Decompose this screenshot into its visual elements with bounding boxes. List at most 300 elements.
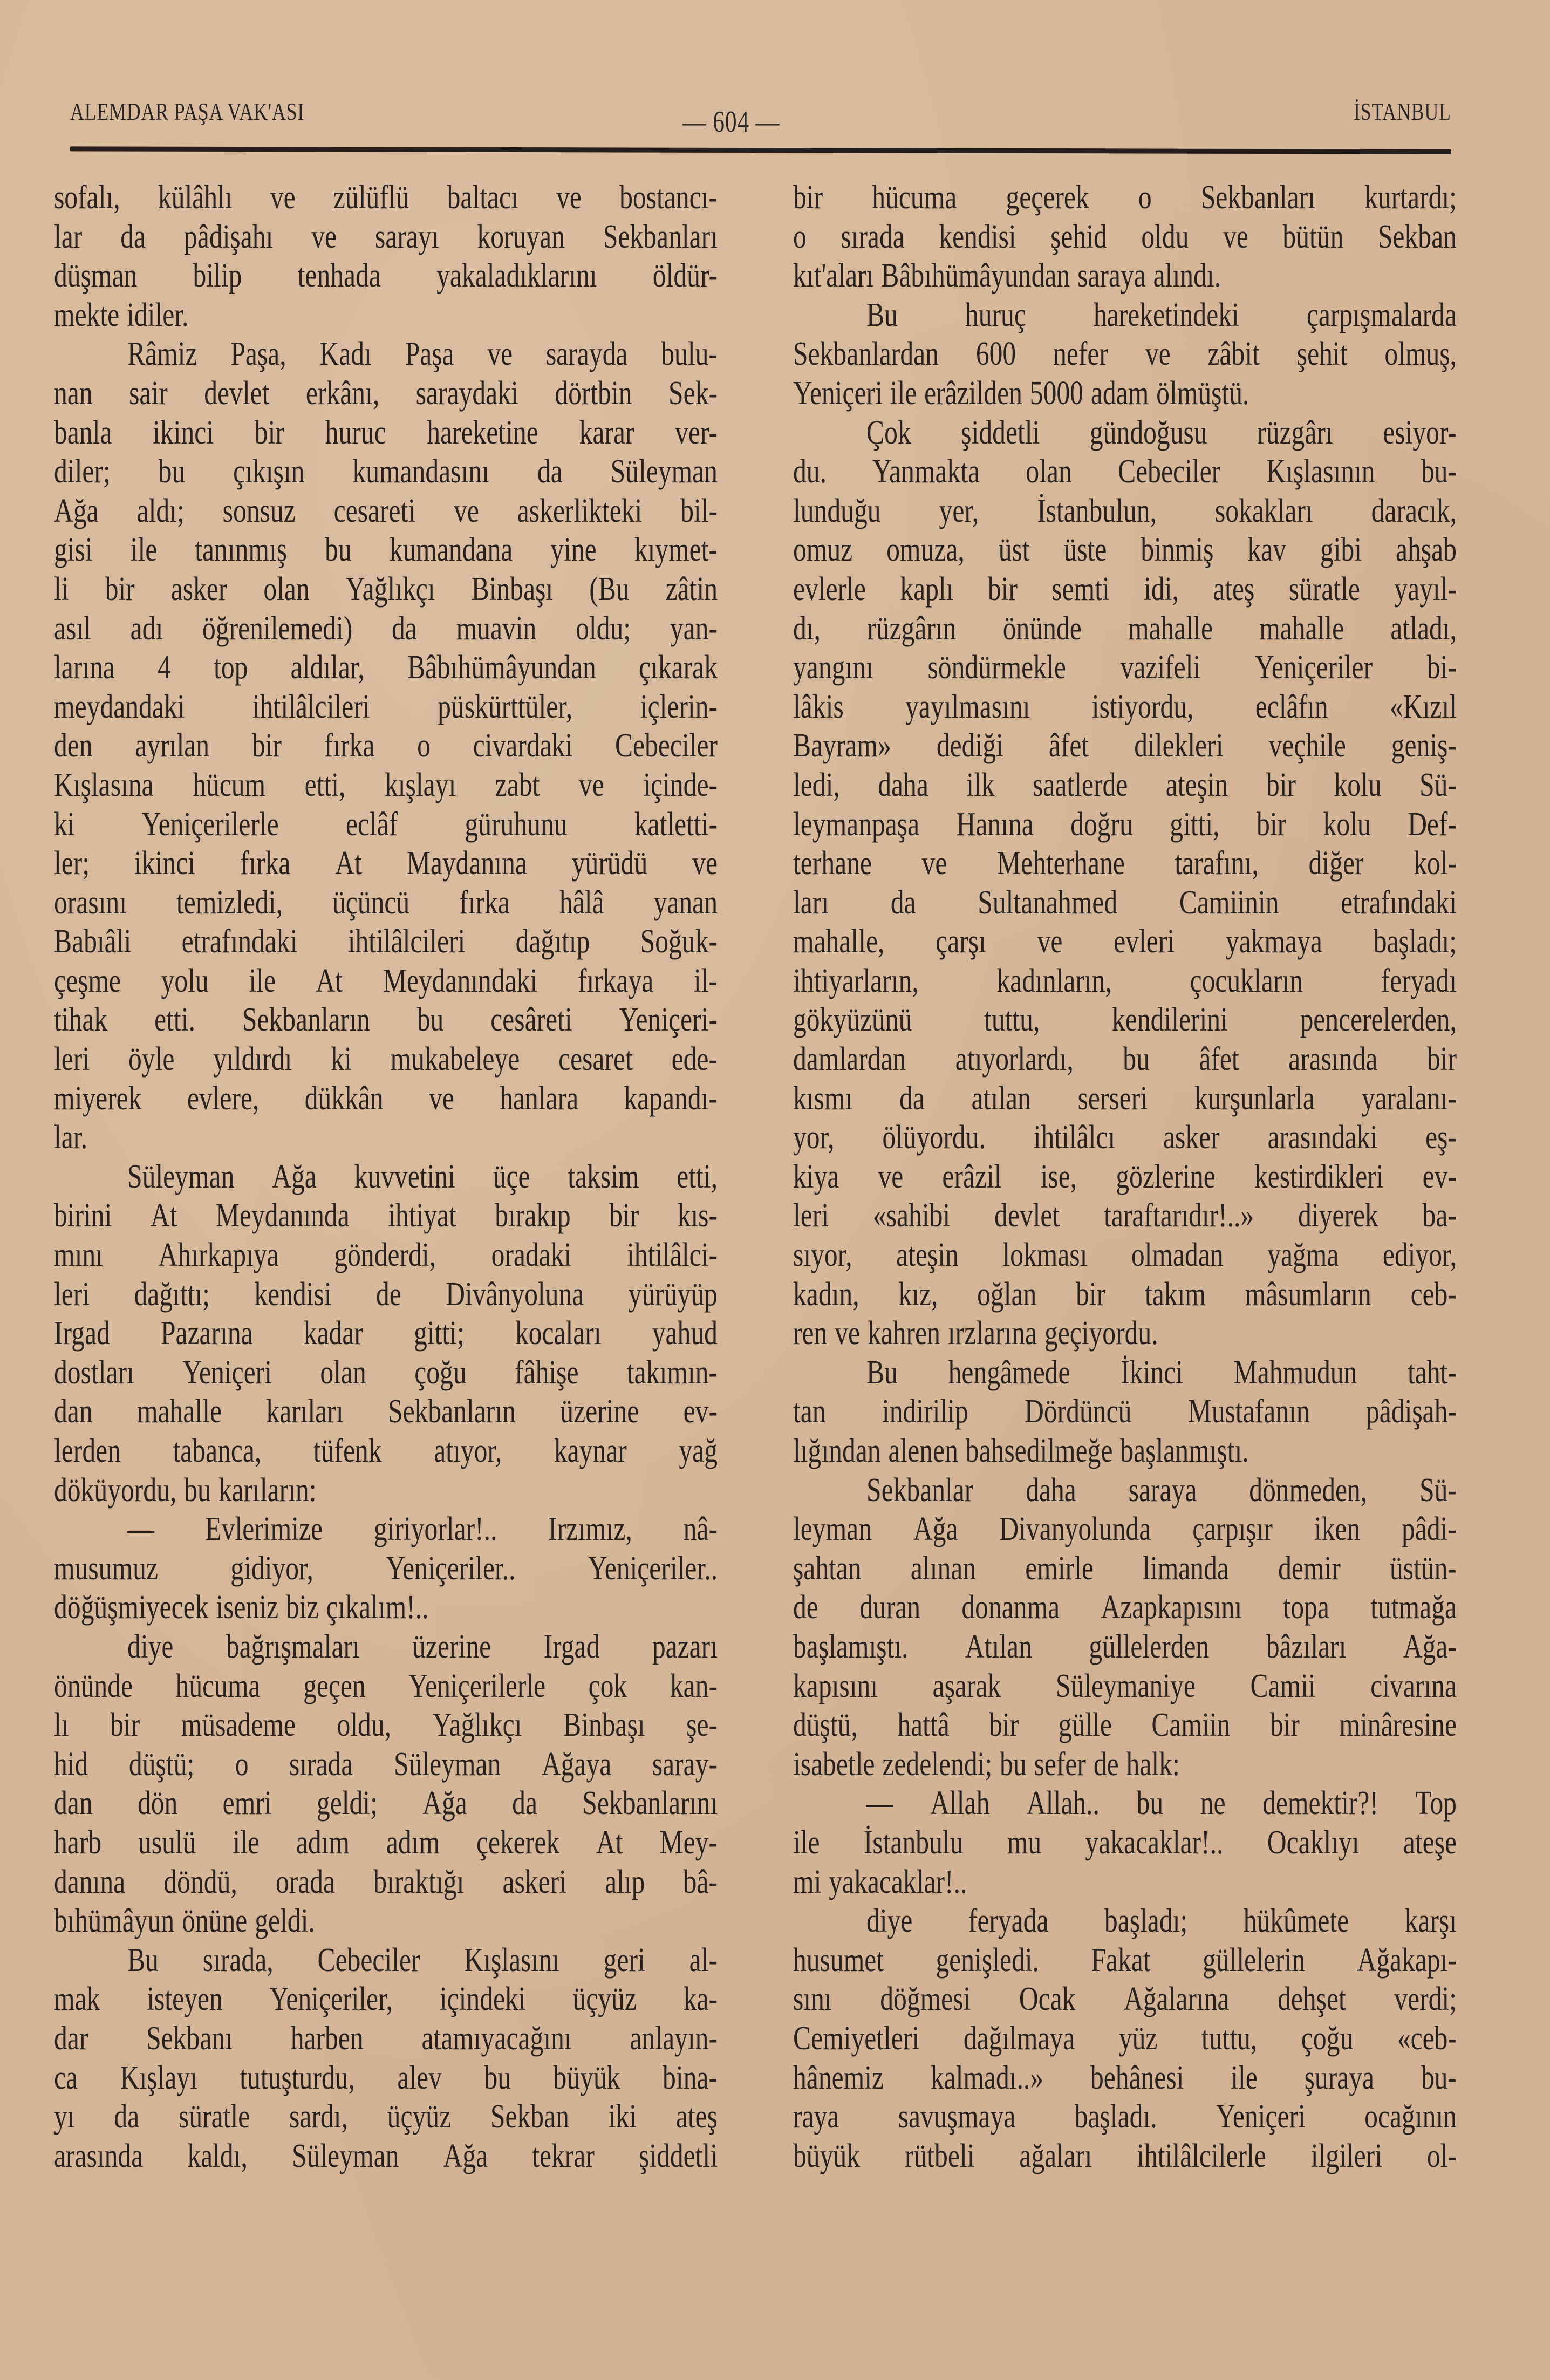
word: âfet [1199, 1041, 1239, 1078]
text-line [54, 1157, 718, 1197]
word: bir [1257, 806, 1287, 843]
word: tuttu, [1201, 2020, 1258, 2057]
word: ol- [1426, 2137, 1457, 2174]
word: dehşet [1278, 1981, 1346, 2018]
word: bir [110, 1707, 140, 1744]
word: Râmiz [127, 336, 197, 373]
word: Mahmudun [1233, 1354, 1357, 1391]
word: mak [54, 1981, 100, 2018]
word: mahalle [1128, 610, 1213, 647]
text-line [54, 2058, 718, 2098]
word: ve [556, 179, 582, 216]
word: nan [54, 374, 93, 412]
word: ihtilâlcileri [347, 923, 466, 960]
word: donanma [961, 1589, 1060, 1626]
word: bi- [1426, 649, 1457, 686]
text-line [54, 178, 718, 217]
word: veçhile [1268, 727, 1346, 765]
word: dağıttı; [134, 1276, 210, 1313]
word: alınan [910, 1550, 977, 1587]
word: Azapkapısını [1101, 1589, 1242, 1626]
word: üste [1063, 531, 1107, 569]
word: bu [1123, 1041, 1150, 1078]
word: Yanmakta [872, 453, 980, 490]
word: Meydanındaki [383, 962, 538, 999]
word: geçerek [1006, 179, 1089, 216]
word: bir [1269, 1707, 1300, 1744]
word: dörtbin [555, 374, 632, 412]
text-line [54, 726, 718, 766]
word: hattâ [897, 1707, 950, 1744]
text-line [793, 1392, 1457, 1431]
word: Çok [866, 414, 911, 451]
word: kaldı, [187, 2137, 248, 2174]
word: ver- [675, 414, 718, 451]
word: — [127, 1511, 154, 1548]
word: güllelerin [1202, 1941, 1306, 1979]
word: dan [54, 1785, 93, 1822]
word: ve [1223, 218, 1248, 255]
word: yakmaya [1225, 923, 1322, 960]
word: çarşı [936, 923, 986, 960]
text-line [793, 1236, 1457, 1275]
word: rütbeli [904, 2137, 975, 2174]
word: Yeniçeriler [1255, 649, 1373, 686]
text-line [793, 1745, 1457, 1784]
word: başlamıştı. [793, 1628, 909, 1665]
text-line [54, 1510, 718, 1549]
word: kumandana [389, 531, 513, 569]
word: bıraktığı [373, 1863, 465, 1900]
text-line [793, 1627, 1457, 1667]
word: rüzgârın [867, 610, 957, 647]
word: Sekbanları [603, 218, 718, 255]
word: ahşab [1396, 531, 1457, 569]
word: birini [54, 1197, 112, 1235]
word: bu [184, 1471, 211, 1509]
word: Kadı [319, 336, 372, 373]
word: önüne [182, 1902, 248, 1940]
word: ba- [1422, 1197, 1457, 1235]
word: bu [1000, 1745, 1027, 1783]
word: Kışlasının [1266, 453, 1375, 490]
word: aldı; [136, 492, 185, 529]
word: oradaki [491, 1237, 572, 1274]
word: bir [254, 414, 284, 451]
word: erâzil [942, 1158, 1002, 1195]
text-line [54, 883, 718, 923]
word: mahalle, [793, 923, 885, 960]
word: Yağlıkçı [345, 570, 435, 608]
word: Yeniçerilerle [141, 806, 279, 843]
word: ihtilâlcilerle [1137, 2137, 1266, 2174]
word: ateş [1213, 570, 1255, 608]
word: geldi; [316, 1785, 378, 1822]
word: halk: [1126, 1745, 1180, 1783]
word: saray- [652, 1745, 718, 1783]
text-line [793, 766, 1457, 805]
word: süratle [179, 2098, 250, 2136]
text-line [54, 296, 718, 335]
text-line [793, 178, 1457, 217]
word: ateşin [896, 1237, 959, 1274]
word: lerden [54, 1433, 121, 1469]
word: üçüncü [332, 884, 410, 921]
word: Sek- [668, 374, 718, 412]
word: leyman [793, 1511, 872, 1548]
word: isteyen [147, 1981, 223, 2018]
text-line [793, 1980, 1457, 2019]
word: asıl [54, 610, 91, 647]
word: Mehterhane [996, 845, 1125, 882]
word: ikinci [153, 414, 214, 451]
word: fâhişe [515, 1354, 579, 1391]
word: Evlerimize [205, 1511, 323, 1548]
text-line [793, 1040, 1457, 1079]
word: bina- [663, 2059, 718, 2096]
word: adım [386, 1824, 440, 1861]
word: gözlerine [1116, 1158, 1216, 1195]
word: hücum [193, 766, 266, 803]
text-line [54, 413, 718, 453]
word: leymanpaşa [793, 806, 920, 843]
word: arasında [1288, 1041, 1378, 1078]
word: duran [859, 1589, 921, 1626]
word: üzerine [412, 1628, 491, 1665]
word: musumuz [54, 1550, 158, 1587]
word: ihtilâlcı [1033, 1119, 1116, 1156]
word: Yeniçeriler.. [386, 1550, 516, 1587]
word: ise, [1040, 1158, 1077, 1195]
word: düşman [54, 257, 138, 295]
word: Irgad [54, 1315, 110, 1352]
word: Def- [1408, 806, 1457, 843]
text-line [793, 1549, 1457, 1588]
word: Dördüncü [1025, 1393, 1132, 1430]
word: Cebeciler [317, 1941, 420, 1979]
text-line [793, 1157, 1457, 1197]
word: sını [793, 1981, 832, 2018]
text-line [54, 1079, 718, 1119]
text-line [793, 805, 1457, 844]
word: ile [130, 531, 158, 569]
word: Bu [127, 1941, 159, 1979]
text-line [793, 1823, 1457, 1863]
word: Süleyman [127, 1158, 235, 1195]
word: oldu [1141, 218, 1189, 255]
word: muavin [456, 610, 537, 647]
word: dan [54, 1393, 93, 1430]
word: giriyorlar!.. [373, 1511, 497, 1548]
word: kadar [303, 1315, 363, 1352]
word: etrafındaki [1341, 884, 1457, 921]
word: 5000 [1029, 374, 1083, 412]
word: erâzilden [924, 374, 1022, 412]
word: dağılmaya [963, 2020, 1075, 2057]
word: ateş [675, 2098, 718, 2136]
word: döğmesi [880, 1981, 971, 2018]
word: ateşin [1165, 766, 1228, 803]
word: olmuş, [1384, 336, 1457, 373]
word: çıkarak [639, 649, 718, 686]
word: kurşunlarla [1194, 1080, 1315, 1117]
word: atamıyacağını [421, 2020, 572, 2057]
word: bostancı- [619, 179, 718, 216]
word: şehit [1296, 336, 1348, 373]
text-line [793, 1353, 1457, 1393]
word: Ağa [913, 1511, 958, 1548]
text-line [54, 648, 718, 687]
word: diye [866, 1902, 913, 1940]
word: anlayın- [630, 2020, 718, 2057]
word: ve [578, 766, 604, 803]
word: gitti, [1170, 806, 1220, 843]
text-line [54, 335, 718, 374]
word: Süleyman [292, 2137, 399, 2174]
word: Yeniçeri [793, 374, 883, 412]
word: koruyan [477, 218, 565, 255]
word: kapandı- [624, 1080, 718, 1117]
word: Ağa [443, 2137, 488, 2174]
word: ki [54, 806, 75, 843]
word: yı [54, 2098, 75, 2136]
word: Maydanına [406, 845, 527, 882]
word: bu [416, 1001, 444, 1039]
word: kendisi [254, 1276, 332, 1313]
word: bu [158, 453, 186, 490]
word: kocaları [515, 1315, 602, 1352]
word: oğlan [977, 1276, 1037, 1313]
word: huruç [965, 296, 1026, 333]
word: «Kızıl [1390, 688, 1457, 725]
word: asker [1163, 1119, 1220, 1156]
text-line [793, 452, 1457, 492]
word: Ahırkapıya [158, 1237, 279, 1274]
text-line [54, 217, 718, 257]
word: temizledi, [176, 884, 283, 921]
word: lâkis [793, 688, 844, 725]
word: karıların: [218, 1471, 317, 1509]
word: taraftarıdır!..» [1104, 1197, 1254, 1235]
word: Binbaşı [471, 570, 554, 608]
text-line [793, 883, 1457, 923]
word: Yağlıkçı [432, 1707, 522, 1744]
text-column-left [54, 178, 718, 2176]
word: İstanbulu [863, 1824, 964, 1861]
word: yağma [1267, 1237, 1339, 1274]
word: karıları [266, 1393, 344, 1430]
word: feryadı [1381, 962, 1457, 999]
word: kolu [1323, 806, 1371, 843]
word: «sahibi [872, 1197, 951, 1235]
word: bu [1136, 1785, 1164, 1822]
word: âfet [1048, 727, 1089, 765]
word: eclâfın [1255, 688, 1328, 725]
word: istiyordu, [1091, 688, 1194, 725]
word: etti. [154, 1001, 195, 1039]
word: hanlara [500, 1080, 579, 1117]
word: bütün [1282, 218, 1344, 255]
word: bir [105, 570, 135, 608]
word: adam [1090, 374, 1149, 412]
word: çoğu [1301, 2020, 1354, 2057]
word: Allah [930, 1785, 990, 1822]
word: yahud [652, 1315, 718, 1352]
word: çarpışmalarda [1306, 296, 1457, 333]
word: Pazarına [160, 1315, 253, 1352]
word: atladı, [1390, 610, 1457, 647]
word: Sü- [1419, 766, 1457, 803]
word: ile [233, 1824, 260, 1861]
word: öğrenilemedi) [202, 610, 353, 647]
word: bırakıp [495, 1197, 571, 1235]
word: yanan [653, 884, 718, 921]
word: tabanca, [173, 1433, 262, 1469]
word: ne [1200, 1785, 1226, 1822]
word: pâdişah- [1365, 1393, 1457, 1430]
word: kol- [1414, 845, 1457, 882]
word: At [316, 962, 343, 999]
word: aşarak [932, 1667, 1001, 1704]
word: olan [1026, 453, 1072, 490]
word: ayrılan [135, 727, 210, 765]
word: Irzımız, [548, 1511, 632, 1548]
word: dağıtıp [515, 923, 590, 960]
word: etrafındaki [181, 923, 298, 960]
word: üst [998, 531, 1030, 569]
word: Sü- [1419, 1471, 1457, 1509]
word: ca [54, 2059, 78, 2096]
word: bir [987, 570, 1018, 608]
word: harb [54, 1824, 102, 1861]
word: diyerek [1298, 1197, 1378, 1235]
word: eclâf [345, 806, 398, 843]
word: pâdişahı [184, 218, 274, 255]
word: de [1093, 1745, 1119, 1783]
text-line [54, 452, 718, 492]
word: ceb- [1410, 1276, 1457, 1313]
word: İstanbulun, [1037, 492, 1157, 529]
word: katletti- [634, 806, 718, 843]
text-line [54, 1471, 718, 1510]
word: bağrışmaları [226, 1628, 360, 1665]
word: demir [1278, 1550, 1341, 1587]
word: hengâmede [948, 1354, 1070, 1391]
word: ve [921, 845, 947, 882]
text-line [54, 1392, 718, 1431]
word: kısmı [793, 1080, 853, 1117]
word: du. [793, 453, 827, 490]
word: çekerek [476, 1824, 560, 1861]
word: Bâbıhümâyundan [407, 649, 596, 686]
word: ediyor, [1382, 1237, 1457, 1274]
word: evleri [1114, 923, 1175, 960]
word: orada [275, 1863, 336, 1900]
text-line [793, 609, 1457, 649]
text-line [54, 1236, 718, 1275]
word: pencerelerden, [1300, 1001, 1457, 1039]
word: gökyüzünü [793, 1001, 912, 1039]
word: ev- [1422, 1158, 1457, 1195]
word: yakacaklar!.. [829, 1863, 967, 1900]
word: bir [251, 727, 282, 765]
word: öldür- [652, 257, 718, 295]
word: ateşe [1403, 1824, 1457, 1861]
word: dar [54, 2020, 88, 2057]
word: ile [793, 1824, 820, 1861]
word: İkinci [1121, 1354, 1183, 1391]
word: bâ- [683, 1863, 718, 1900]
word: li [54, 570, 69, 608]
word: Camiinin [1179, 884, 1279, 921]
text-line [54, 1353, 718, 1393]
word: sonsuz [222, 492, 296, 529]
word: iki [608, 2098, 637, 2136]
word: raya [793, 2098, 839, 2136]
text-line [793, 530, 1457, 570]
word: hücuma [872, 179, 957, 216]
word: çoğu [414, 1354, 467, 1391]
word: usulü [138, 1824, 196, 1861]
text-line [793, 1510, 1457, 1549]
word: olan [320, 1354, 366, 1391]
word: saraya [1128, 1471, 1197, 1509]
text-line [54, 1314, 718, 1353]
word: meydandaki [54, 688, 185, 725]
word: şahtan [793, 1550, 862, 1587]
word: yayılmasını [905, 688, 1030, 725]
word: Sekban [1377, 218, 1457, 255]
word: Süleyman [610, 453, 718, 490]
word: tarafını, [1175, 845, 1259, 882]
word: miyerek [54, 1080, 142, 1117]
word: al- [689, 1941, 718, 1979]
word: mahalle [137, 1393, 222, 1430]
word: bıhümâyun [54, 1902, 175, 1940]
word: civardaki [473, 727, 573, 765]
word: zedelendi; [882, 1745, 993, 1783]
word: döndü, [163, 1863, 237, 1900]
word: Kışlayı [120, 2059, 197, 2096]
word: alındı. [1153, 257, 1221, 295]
word: Mustafanın [1187, 1393, 1310, 1430]
word: saatlerde [1033, 766, 1128, 803]
word: çeşme [54, 962, 121, 999]
word: gülle [1058, 1707, 1112, 1744]
word: Cebeciler [1118, 453, 1221, 490]
word: huruc [325, 414, 386, 451]
word: lar. [54, 1119, 87, 1156]
word: bulu- [661, 336, 718, 373]
word: evlere, [187, 1080, 260, 1117]
word: Bâbıhümâyundan [881, 257, 1070, 295]
word: oldu; [576, 610, 631, 647]
word: Bu [866, 1354, 898, 1391]
text-line [54, 1040, 718, 1079]
word: oldu, [337, 1707, 392, 1744]
text-line [793, 256, 1457, 296]
word: Binbaşı [563, 1707, 645, 1744]
word: o [417, 727, 431, 765]
word: husumet [793, 1941, 884, 1979]
word: aldılar, [290, 649, 365, 686]
word: da [537, 453, 563, 490]
word: sokakları [1214, 492, 1313, 529]
word: o [793, 218, 807, 255]
word: yakaladıklarını [436, 257, 597, 295]
word: üçe [493, 1158, 530, 1195]
word: kumandasını [352, 453, 489, 490]
